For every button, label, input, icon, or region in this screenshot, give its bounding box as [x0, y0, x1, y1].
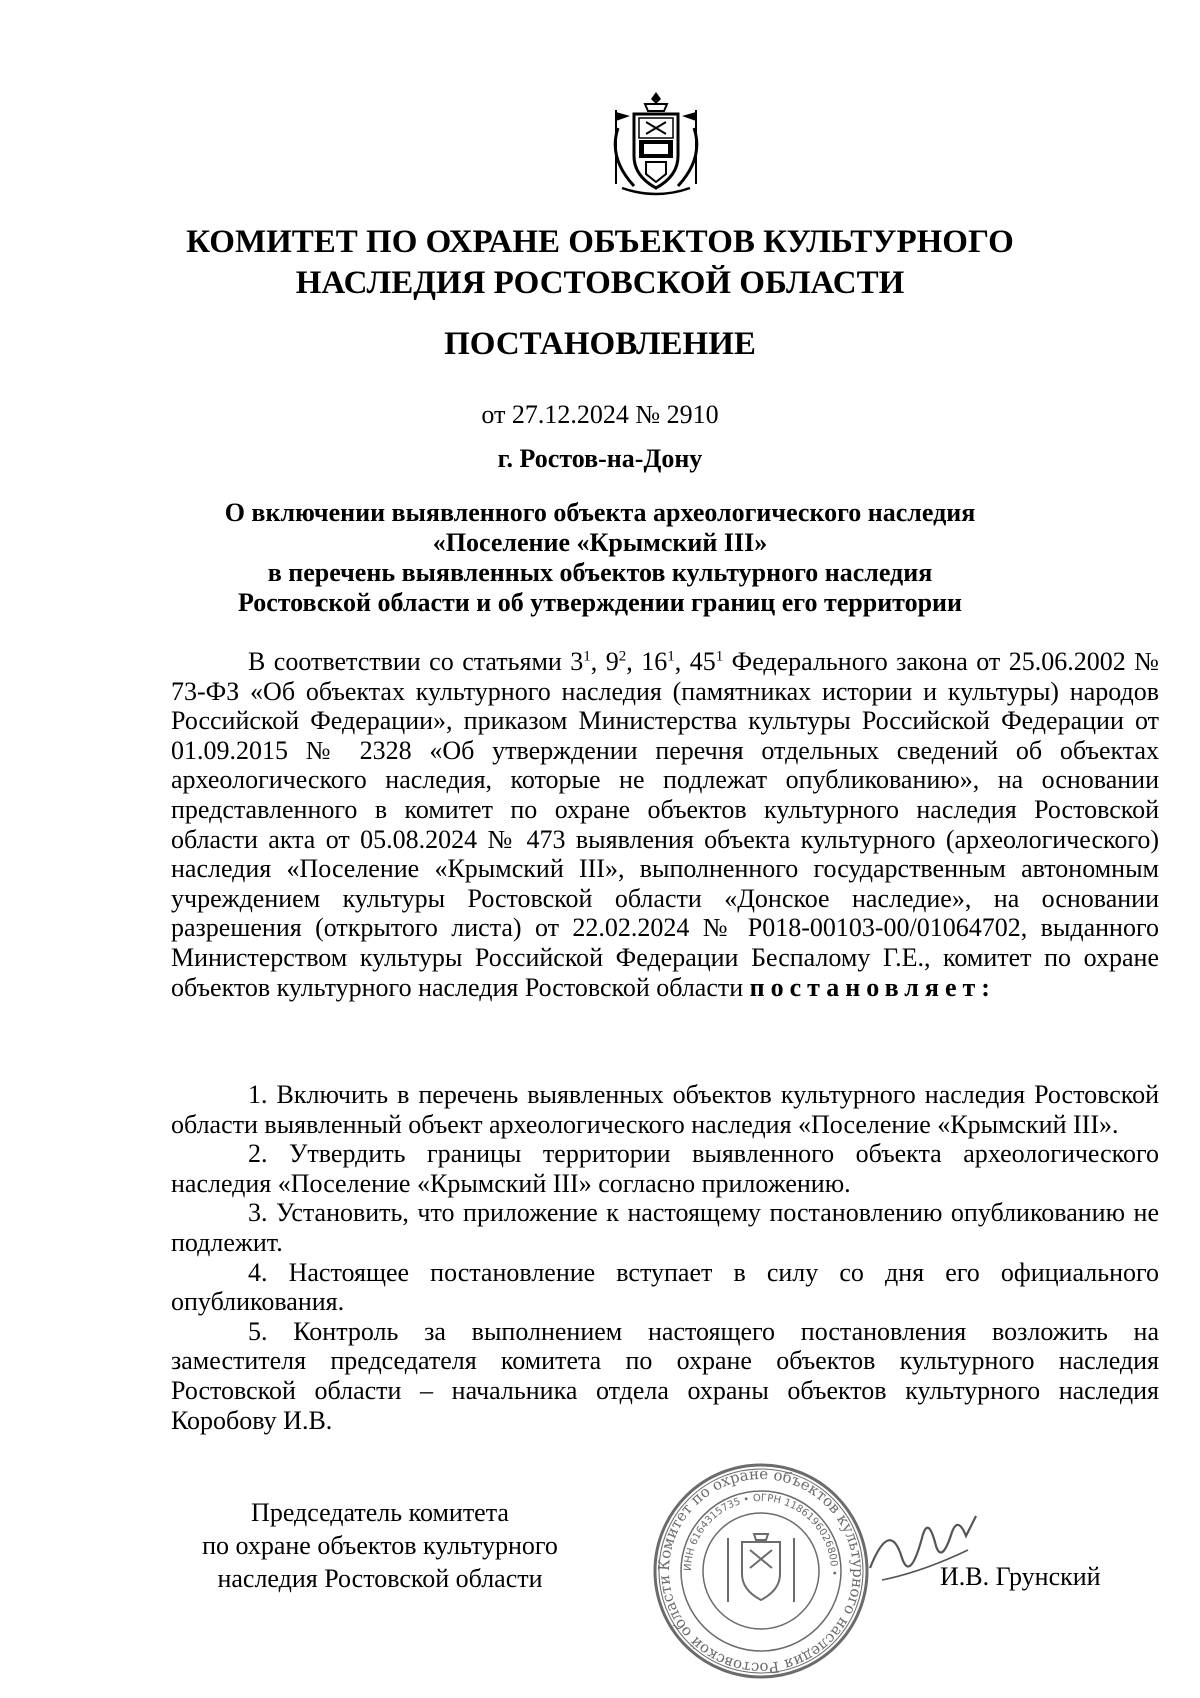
organization-name — [0, 222, 1200, 304]
preamble-text-5: Федерального закона от 25.06.2002 № 73-ФЗ «Об объектах культурного наследия (памятниках истории и культуры) народов Российской Федерации», приказом Министерства культуры Российской Федерации от 01.09.2015 № 2328 «Об утверждении перечня отдельных сведений об объектах археологического наследия, которые не подлежат опубликованию», на основании представленного в комитет по охране объектов культурного наследия Ростовской области акта от 05.08.2024 № 473 выявления объекта культурного (археологического) наследия «Поселение «Крымский III», выполненного государственным автономным учреждением культуры Ростовской области «Донское наследие», на основании разрешения (открытого листа) от 22.02.2024 № Р018-00103-00/01064702, выданного Министерством культуры Российской Федерации Беспалому Г.Е., комитет по охране объектов культурного наследия Ростовской области — [171, 647, 1159, 1002]
preamble-paragraph — [171, 647, 1159, 1002]
preamble-text-4: , 45 — [674, 647, 716, 676]
subject-line-2: «Поселение «Крымский III» — [432, 528, 768, 557]
rostov-oblast-coat-of-arms-icon — [598, 88, 714, 198]
preamble — [171, 647, 1159, 1002]
official-seal — [650, 1460, 872, 1682]
signatory-position-line-2: по охране объектов культурного — [202, 1531, 558, 1560]
document-city: г. Ростов-на-Дону — [497, 444, 703, 473]
decree-item: 1. Включить в перечень выявленных объектов культурного наследия Ростовской области выявленный объект археологического наследия «Поселение «Крымский III». — [171, 1080, 1159, 1139]
preamble-text-2: , 9 — [590, 647, 619, 676]
subject-line-4: Ростовской области и об утверждении границ его территории — [237, 588, 963, 617]
signatory-position-line-3: наследия Ростовской области — [217, 1564, 543, 1593]
decree-item: 4. Настоящее постановление вступает в силу со дня его официального опубликования. — [171, 1257, 1159, 1317]
document-date-number: от 27.12.2024 № 2910 — [481, 400, 719, 429]
decree-item: 2. Утвердить границы территории выявленного объекта археологического наследия «Поселение «Крымский III» согласно приложению. — [171, 1139, 1159, 1198]
organization-name-line-1: КОМИТЕТ ПО ОХРАНЕ ОБЪЕКТОВ КУЛЬТУРНОГО — [186, 224, 1014, 260]
subject-line-1: О включении выявленного объекта археологического наследия — [224, 498, 976, 527]
preamble-text-3: , 16 — [626, 647, 668, 676]
decree-item: 3. Установить, что приложение к настоящему постановлению опубликованию не подлежит. — [171, 1198, 1159, 1257]
decree-word: постановляет: — [749, 972, 996, 1002]
coat-of-arms-seal-icon — [728, 1534, 794, 1602]
article-superscript-4: 1 — [715, 648, 724, 665]
organization-name-line-2: НАСЛЕДИЯ РОСТОВСКОЙ ОБЛАСТИ — [295, 265, 905, 301]
subject-line-3: в перечень выявленных объектов культурного наследия — [267, 558, 933, 587]
decree-items — [171, 1080, 1159, 1435]
decree-item: 5. Контроль за выполнением настоящего постановления возложить на заместителя председателя комитета по охране объектов культурного наследия Ростовской области – начальника отдела охраны объектов культурного наследия Коробову И.В. — [171, 1316, 1159, 1435]
seal-inner-text: ИНН 6164315735 • ОГРН 1186196026800 • — [682, 1492, 840, 1577]
article-superscript-1: 1 — [583, 648, 591, 665]
article-superscript-3: 1 — [667, 648, 675, 665]
document-type: ПОСТАНОВЛЕНИЕ — [444, 326, 756, 362]
seal-outer-text: Комитет по охране объектов культурного наследия Ростовской области — [654, 1464, 868, 1678]
signatory-position-line-1: Председатель комитета — [251, 1498, 509, 1527]
preamble-text-1: В соответствии со статьями 3 — [248, 647, 584, 676]
signatory-position — [170, 1496, 590, 1595]
document-subject — [0, 498, 1200, 618]
article-superscript-2: 2 — [618, 648, 627, 665]
signatory-name: И.В. Грунский — [940, 1562, 1101, 1591]
